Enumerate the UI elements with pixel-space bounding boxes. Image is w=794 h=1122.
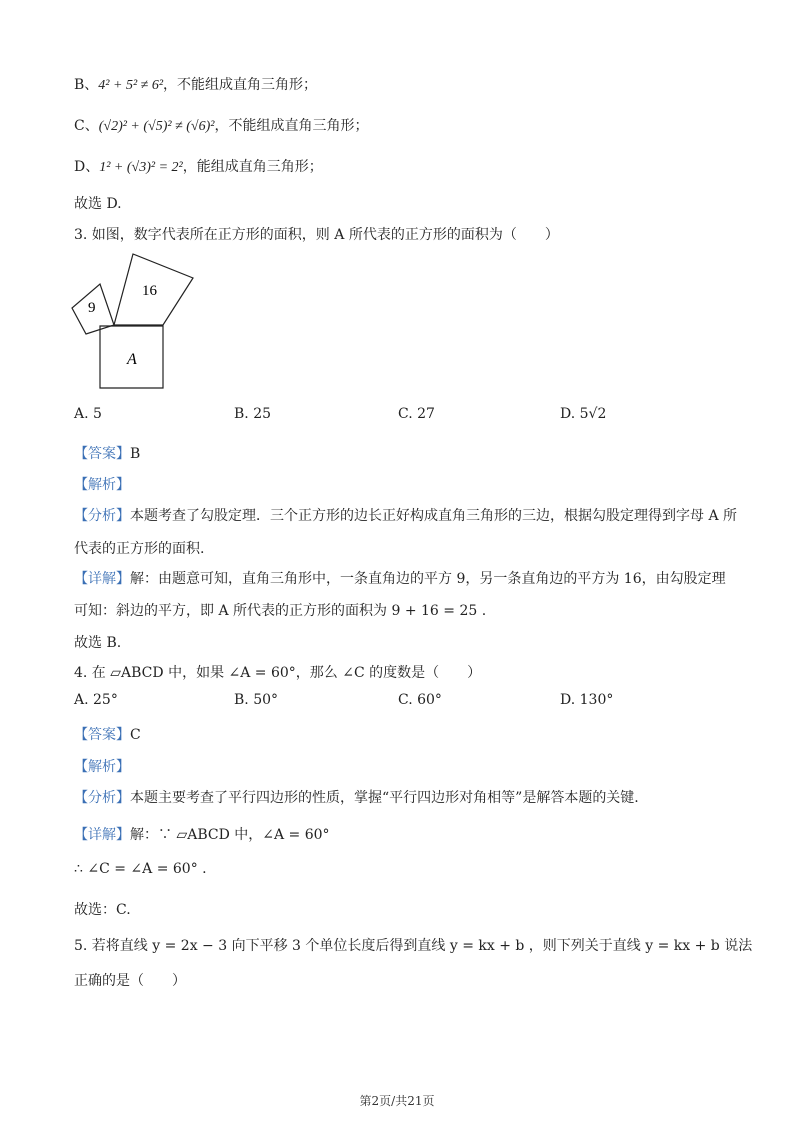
q4-stem: 4. 在 ▱ABCD 中，如果 ∠A = 60°，那么 ∠C 的度数是（ ） [74,665,482,681]
q3-answer: 【答案】B [74,446,141,462]
q5-stem-line2: 正确的是（ ） [74,973,186,989]
label-9: 9 [88,300,96,316]
q3-conclusion: 故选 B. [74,635,122,651]
q3-option-c: C. 27 [398,406,435,422]
q5-stem-line1: 5. 若将直线 y = 2x − 3 向下平移 3 个单位长度后得到直线 y = kx + b ，则下列关于直线 y = kx + b 说法 [74,938,753,954]
q4-option-d: D. 130° [560,692,614,708]
q4-conclusion: 故选：C. [74,902,131,918]
q4-option-b: B. 50° [234,692,279,708]
q4-option-a: A. 25° [74,692,118,708]
label-a: A [127,351,137,368]
q3-option-d: D. 5√2 [560,406,607,422]
label-16: 16 [142,283,157,299]
q4-option-c: C. 60° [398,692,442,708]
q4-xiangjie-1: 【详解】解：∵ ▱ABCD 中，∠A = 60° [74,827,330,843]
q2-option-c: C、(√2)² + (√5)² ≠ (√6)²，不能组成直角三角形； [74,118,369,134]
page-footer: 第2页/共21页 [359,1094,435,1108]
q3-xiangjie-2: 可知：斜边的平方，即 A 所代表的正方形的面积为 9 + 16 = 25 . [74,603,487,619]
q2-option-d: D、1² + (√3)² = 2²，能组成直角三角形； [74,159,323,175]
q4-xiangjie-2: ∴ ∠C = ∠A = 60° . [74,861,207,877]
q2-option-b: B、4² + 5² ≠ 6²，不能组成直角三角形； [74,77,318,93]
q3-figure [66,248,206,394]
q2-conclusion: 故选 D. [74,196,122,212]
q4-analysis-tag: 【解析】 [74,759,130,775]
q3-fenxi-2: 代表的正方形的面积. [74,541,205,557]
q3-analysis-tag: 【解析】 [74,477,130,493]
q3-xiangjie-1: 【详解】解：由题意可知，直角三角形中，一条直角边的平方 9，另一条直角边的平方为 16，由勾股定理 [74,571,726,587]
q3-option-a: A. 5 [74,406,102,422]
q4-fenxi: 【分析】本题主要考查了平行四边形的性质，掌握“平行四边形对角相等”是解答本题的关键. [74,790,639,806]
q3-option-b: B. 25 [234,406,272,422]
q4-answer: 【答案】C [74,727,141,743]
q3-stem: 3. 如图，数字代表所在正方形的面积，则 A 所代表的正方形的面积为（ ） [74,227,559,243]
q3-fenxi-1: 【分析】本题考查了勾股定理．三个正方形的边长正好构成直角三角形的三边，根据勾股定理得到字母 A 所 [74,508,738,524]
